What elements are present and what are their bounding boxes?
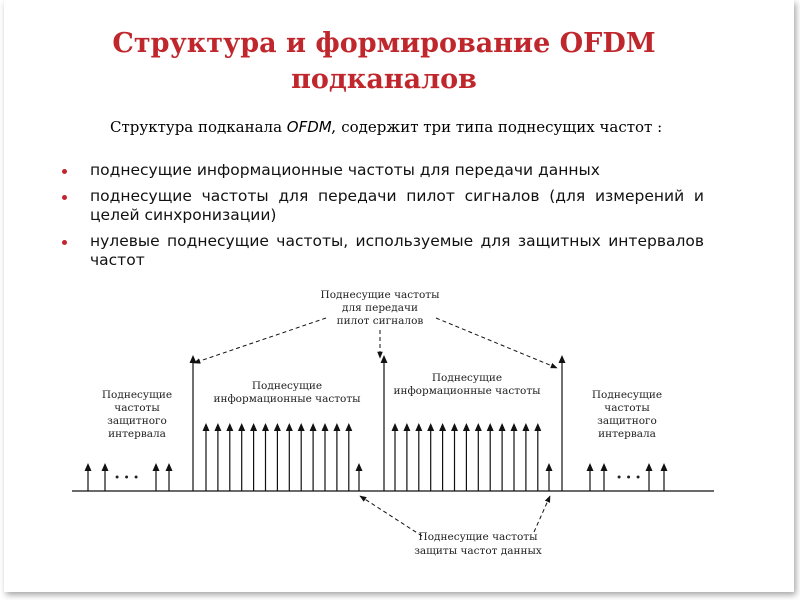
info-carrier-arrow (203, 423, 210, 491)
pilot-pointer-right (436, 318, 557, 368)
info-carrier-arrow (345, 423, 352, 491)
info-carrier-arrow (310, 423, 317, 491)
info-carrier-arrow (238, 423, 245, 491)
guard-carrier-arrow (646, 463, 653, 491)
null-label-line-2: защиты частот данных (414, 545, 542, 557)
null-pointer-right (534, 496, 550, 532)
info-carrier-arrow (511, 423, 518, 491)
guard-left-line-2: частоты (114, 402, 160, 414)
info-left-label (213, 380, 360, 405)
guard-left-line-4: интервала (108, 428, 166, 440)
pilot-carrier-arrow (381, 355, 388, 491)
guard-left-line-3: защитного (107, 415, 167, 427)
title-line-2: подканалов (291, 64, 477, 95)
subcarrier-arrows (85, 355, 668, 491)
slide (4, 0, 794, 592)
info-carrier-arrow (322, 423, 329, 491)
info-carrier-arrow (475, 423, 482, 491)
bullet-text: нулевые поднесущие частоты, используемые для защитных интервалов частот (90, 232, 704, 269)
pilot-carrier-arrow (190, 355, 197, 491)
info-carrier-arrow (214, 423, 221, 491)
title-line-1: Структура и формирование OFDM (112, 28, 656, 59)
guard-right-line-1: Поднесущие (591, 389, 663, 401)
info-carrier-arrow (298, 423, 305, 491)
guard-carrier-arrow (587, 463, 594, 491)
info-left-line-1: Поднесущие (251, 380, 323, 392)
bullet-text: поднесущие частоты для передачи пилот сигналов (для измерений и целей синхронизации) (90, 187, 704, 224)
guard-right-line-3: защитного (597, 415, 657, 427)
info-right-label (393, 372, 540, 397)
pilot-label-line-2: для передачи (342, 302, 418, 314)
info-carrier-arrow (262, 423, 269, 491)
info-carrier-arrow (439, 423, 446, 491)
intro-text-2: содержит три типа поднесущих частот : (336, 118, 663, 136)
info-right-line-1: Поднесущие (431, 372, 503, 384)
info-carrier-arrow (451, 423, 458, 491)
null-label-line-1: Поднесущие частоты (418, 531, 538, 543)
info-carrier-arrow (333, 423, 340, 491)
info-carrier-arrow (392, 423, 399, 491)
null-pointer-left (360, 496, 422, 536)
guard-carrier-arrow (601, 463, 608, 491)
guard-left-line-1: Поднесущие (101, 389, 173, 401)
info-carrier-arrow (427, 423, 434, 491)
null-label (414, 531, 542, 557)
guard-left-ellipsis: • • • (114, 472, 140, 484)
info-carrier-arrow (403, 423, 410, 491)
guard-carrier-arrow (102, 463, 109, 491)
pilot-label (321, 289, 440, 327)
info-carrier-arrow (226, 423, 233, 491)
guard-carrier-arrow (153, 463, 160, 491)
ofdm-subcarrier-diagram (4, 0, 794, 592)
info-carrier-arrow (274, 423, 281, 491)
pilot-carrier-arrow (559, 355, 566, 491)
guard-right-ellipsis: • • • (616, 472, 642, 484)
bullet-text: поднесущие информационные частоты для передачи данных (90, 161, 600, 179)
info-right-line-2: информационные частоты (393, 385, 541, 397)
guard-right-label (592, 389, 662, 440)
info-carrier-arrow (286, 423, 293, 491)
info-carrier-arrow (250, 423, 257, 491)
intro-text-1: Структура подканала (110, 118, 287, 136)
info-carrier-arrow (415, 423, 422, 491)
guard-carrier-arrow (85, 463, 92, 491)
intro-ofdm: OFDM, (286, 118, 337, 136)
info-carrier-arrow (487, 423, 494, 491)
guard-right-line-2: частоты (604, 402, 650, 414)
info-carrier-arrow (522, 423, 529, 491)
info-carrier-arrow (534, 423, 541, 491)
guard-right-line-4: интервала (598, 428, 656, 440)
pilot-pointer-left (194, 318, 326, 363)
info-carrier-arrow (499, 423, 506, 491)
guard-carrier-arrow (661, 463, 668, 491)
info-carrier-arrow (463, 423, 470, 491)
guard-left-label (102, 389, 172, 440)
null-carrier-arrow (546, 463, 553, 491)
guard-carrier-arrow (166, 463, 173, 491)
null-carrier-arrow (356, 463, 363, 491)
pilot-label-line-3: пилот сигналов (336, 315, 424, 327)
pilot-label-line-1: Поднесущие частоты (320, 289, 440, 301)
info-left-line-2: информационные частоты (213, 393, 361, 405)
